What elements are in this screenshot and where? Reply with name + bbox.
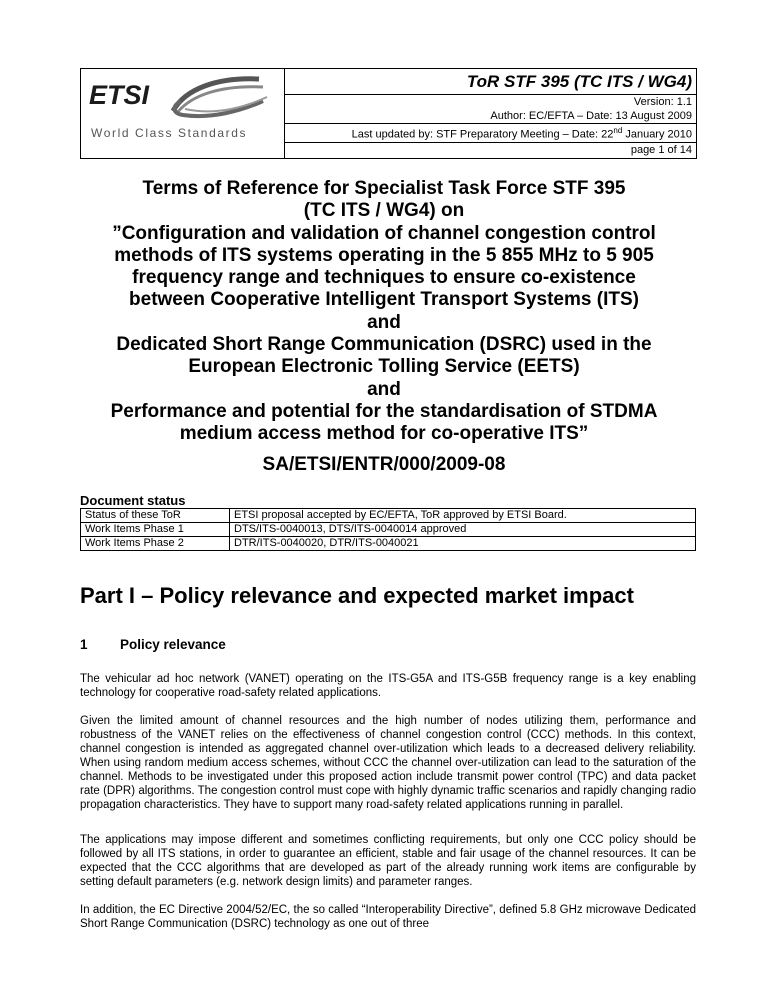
logo-wordmark: ETSI	[89, 80, 150, 111]
version-line: Version: 1.1	[285, 95, 697, 110]
title-line: ”Configuration and validation of channel congestion control	[112, 222, 656, 244]
last-updated-date: January 2010	[622, 128, 692, 141]
paragraph: In addition, the EC Directive 2004/52/EC, the so called “Interoperability Directive”, defined 5.8 GHz microwave Dedicated Short Range Communication (DSRC) technology as one out of three	[80, 904, 696, 930]
status-value: DTS/ITS-0040013, DTS/ITS-0040014 approved	[230, 523, 696, 537]
table-row	[81, 537, 696, 551]
title-line: medium access method for co-operative ITS”	[179, 423, 589, 445]
title-line: Dedicated Short Range Communication (DSRC) used in the	[116, 334, 652, 356]
paragraph: Given the limited amount of channel resources and the high number of nodes utilizing them, performance and robustness of the VANET relies on the effectiveness of channel congestion control (CCC) methods. In this context, channel congestion is intended as aggregated channel over-utilization which leads to a decreased delivery reliability. When using random medium access schemes, without CCC the channel over-utilization can lead to the saturation of the channel. Methods to be investigated under this proposed action include transmit power control (TPC) and data packet rate (DPR) algorithms. The congestion control must cope with highly dynamic traffic scenarios and rapidly changing radio propagation characteristics. They have to support many road-safety related applications running in parallel.	[80, 715, 696, 811]
title-line: Terms of Reference for Specialist Task Force STF 395	[142, 178, 626, 199]
status-label: Status of these ToR	[81, 509, 230, 523]
title-line: Performance and potential for the standardisation of STDMA	[110, 400, 658, 422]
table-row	[81, 509, 696, 523]
document-code: SA/ETSI/ENTR/000/2009-08	[262, 453, 506, 475]
etsi-logo-cell	[81, 69, 285, 159]
section-number: 1	[80, 637, 88, 652]
section-heading	[80, 637, 226, 652]
part-heading: Part I – Policy relevance and expected market impact	[80, 583, 634, 608]
title-line: and	[367, 311, 401, 333]
last-updated-sup: nd	[613, 126, 623, 135]
title-line: (TC ITS / WG4) on	[303, 200, 465, 222]
last-updated-line	[285, 124, 697, 143]
status-label: Work Items Phase 2	[81, 537, 230, 551]
author-line: Author: EC/EFTA – Date: 13 August 2009	[285, 109, 697, 124]
last-updated-text: Last updated by: STF Preparatory Meeting – Date: 22	[351, 128, 614, 141]
title-line: and	[367, 378, 401, 400]
tor-title: ToR STF 395 (TC ITS / WG4)	[285, 69, 697, 95]
document-status-table	[80, 508, 696, 551]
title-line: between Cooperative Intelligent Transport Systems (ITS)	[129, 289, 639, 311]
document-status-heading: Document status	[80, 493, 186, 508]
etsi-logo	[81, 71, 284, 150]
title-line: frequency range and techniques to ensure co-existence	[132, 267, 636, 289]
title-line: methods of ITS systems operating in the 5 855 MHz to 5 905	[114, 244, 654, 266]
document-title	[40, 178, 728, 476]
status-value: DTR/ITS-0040020, DTR/ITS-0040021	[230, 537, 696, 551]
page-number: page 1 of 14	[285, 142, 697, 158]
paragraph: The applications may impose different and sometimes conflicting requirements, but only one CCC policy should be followed by all ITS stations, in order to guarantee an efficient, stable and fair usage of the channel resources. It can be expected that the CCC algorithms that are developed as part of the already running work items are configurable by setting default parameters (e.g. network design limits) and parameter ranges.	[80, 834, 696, 888]
logo-tagline: World Class Standards	[91, 126, 248, 141]
table-row	[81, 523, 696, 537]
status-label: Work Items Phase 1	[81, 523, 230, 537]
status-value: ETSI proposal accepted by EC/EFTA, ToR approved by ETSI Board.	[230, 509, 696, 523]
paragraph: The vehicular ad hoc network (VANET) operating on the ITS-G5A and ITS-G5B frequency range is a key enabling technology for cooperative road-safety related applications.	[80, 673, 696, 699]
title-line: European Electronic Tolling Service (EETS)	[188, 356, 580, 378]
document-header	[80, 68, 697, 159]
section-title: Policy relevance	[120, 637, 226, 652]
